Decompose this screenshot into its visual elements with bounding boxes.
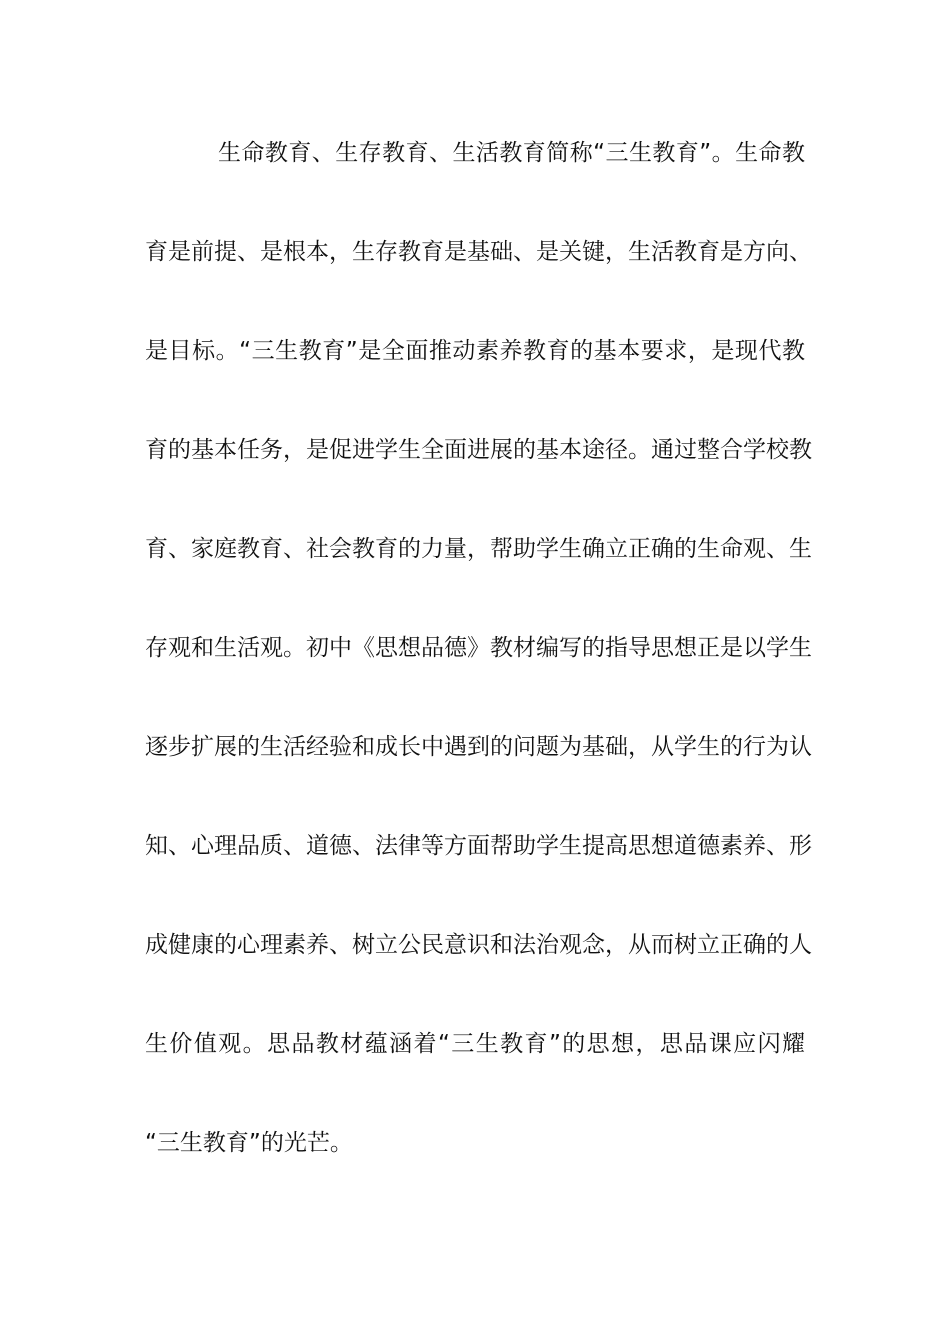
paragraph-line-2: 育是前提、是根本，生存教育是基础、是关键，生活教育是方向、 xyxy=(145,239,812,265)
paragraph-line-8: 知、心理品质、道德、法律等方面帮助学生提高思想道德素养、形 xyxy=(145,833,812,859)
paragraph-line-4: 育的基本任务，是促进学生全面进展的基本途径。通过整合学校教 xyxy=(145,437,812,463)
paragraph-line-11: “三生教育”的光芒。 xyxy=(145,1130,353,1156)
paragraph-line-10: 生价值观。思品教材蕴涵着“三生教育”的思想，思品课应闪耀 xyxy=(145,1031,805,1057)
paragraph-line-9: 成健康的心理素养、树立公民意识和法治观念，从而树立正确的人 xyxy=(145,932,812,958)
paragraph-line-6: 存观和生活观。初中《思想品德》教材编写的指导思想正是以学生 xyxy=(145,635,812,661)
paragraph-line-5: 育、家庭教育、社会教育的力量，帮助学生确立正确的生命观、生 xyxy=(145,536,812,562)
paragraph-line-7: 逐步扩展的生活经验和成长中遇到的问题为基础，从学生的行为认 xyxy=(145,734,812,760)
paragraph-line-3: 是目标。“三生教育”是全面推动素养教育的基本要求，是现代教 xyxy=(145,338,805,364)
paragraph-line-1: 生命教育、生存教育、生活教育简称“三生教育”。生命教 xyxy=(218,140,805,166)
